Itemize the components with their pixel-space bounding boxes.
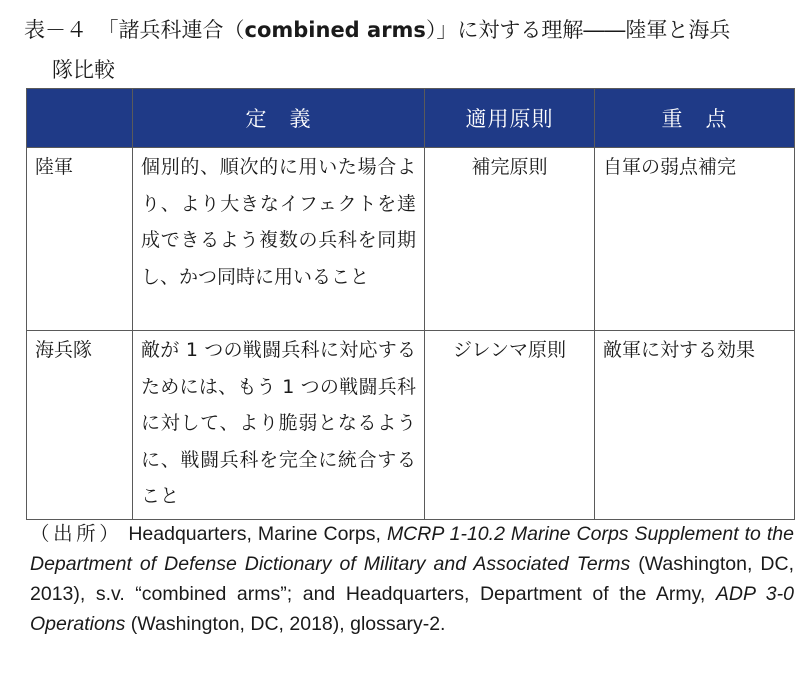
focus-cell: 敵軍に対する効果: [595, 331, 795, 520]
definition-cell: 個別的、順次的に用いた場合より、より大きなイフェクトを達成できるよう複数の兵科を同期し、かつ同時に用いること: [133, 148, 425, 331]
caption-term: combined arms: [244, 18, 426, 42]
table-caption: [24, 10, 794, 90]
source-label: （出所）: [30, 523, 123, 545]
caption-prefix: 表－４ 「諸兵科連合（: [24, 18, 245, 42]
branch-cell: 陸軍: [27, 148, 133, 331]
comparison-table: [26, 88, 795, 520]
table-row: [27, 331, 795, 520]
header-principle: 適用原則: [425, 89, 595, 148]
source-text-1: Headquarters, Marine Corps,: [122, 523, 387, 545]
source-text-2: (Washington, DC, 2013), s.v. “combined arms”; and Headquarters, Department of the Army,: [30, 553, 794, 605]
definition-cell: 敵が 1 つの戦闘兵科に対応するためには、もう 1 つの戦闘兵科に対して、より脆弱となるように、戦闘兵科を完全に統合すること: [133, 331, 425, 520]
branch-cell: 海兵隊: [27, 331, 133, 520]
caption-line2: 隊比較: [52, 58, 115, 82]
header-focus: 重 点: [595, 89, 795, 148]
header-row: [27, 89, 795, 148]
source-title-1: MCRP 1-10.2 Marine Corps Supplement to the Department of Defense Dictionary of Military and Associated Terms: [30, 523, 794, 575]
principle-cell: 補完原則: [425, 148, 595, 331]
header-definition: 定 義: [133, 89, 425, 148]
caption-suffix: ）」に対する理解――陸軍と海兵: [425, 18, 731, 42]
header-empty: [27, 89, 133, 148]
source-text-3: (Washington, DC, 2018), glossary-2.: [125, 613, 446, 635]
table-row: [27, 148, 795, 331]
source-title-2: ADP 3-0 Operations: [30, 583, 794, 635]
source-note: [30, 519, 794, 639]
focus-cell: 自軍の弱点補完: [595, 148, 795, 331]
principle-cell: ジレンマ原則: [425, 331, 595, 520]
